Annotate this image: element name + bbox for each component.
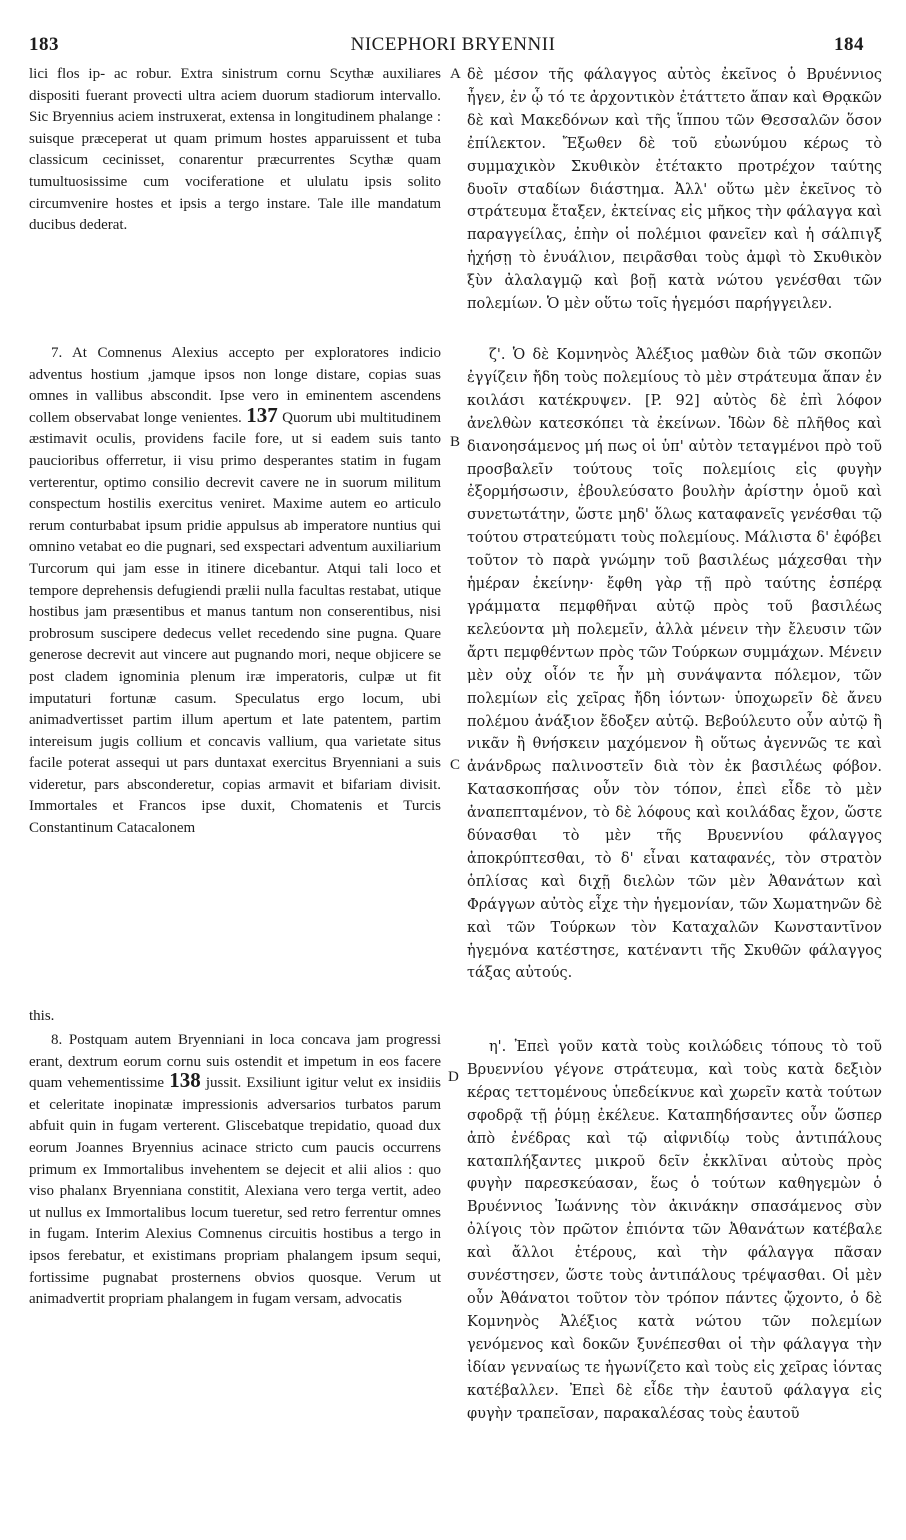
running-title: NICEPHORI BRYENNII — [350, 34, 556, 55]
latin-bridge-tail: this. — [29, 1008, 55, 1024]
column-marker-b: B — [450, 434, 461, 450]
greek-paragraph-7 — [467, 344, 882, 984]
greek-paragraph-8: η'. Ἐπεὶ γοῦν κατὰ τοὺς κοιλώδεις τόπους τὸ τοῦ Βρυεννίου γέγονε στράτευμα, καὶ τοὺς κατὰ δεξιὸν κέρας τεττομένους ὑπεδείκνυε καὶ χωρεῖν κατὰ τούτων σφοδρᾷ τῇ ῥύμῃ ἐκέλευε. Καταπηδήσαντες οὖν ὥσπερ ἀπὸ ἐνέδρας καὶ τῷ αἰφνιδίῳ τοὺς ἀντιπάλους καταπλήξαντες μικροῦ δεῖν ἐκκλῖναι αὐτοὺς πρὸς φυγὴν παρεσκεύασαν, ἕως ὁ τούτων καθηγεμὼν ὁ Βρυέννιος Ἰωάννης τὸν ἀκινάκην σπασάμενος σὺν ὀλίγοις τὸν πρῶτον ἐπιόντα τῶν Ἀθανάτων κατέβαλε καὶ ἄλλοι ἑτέρους, καὶ τὴν φάλαγγα πᾶσαν συνέστησεν, ὥστε τοὺς ἀντιπάλους τρέψασθαι. Οἱ μὲν οὖν Ἀθάνατοι τοῦτον τὸν τρόπον πάντες ᾤχοντο, ὁ δὲ Κομνηνὸς Ἀλέξιος κατὰ νώτου τῶν πολεμίων γενόμενος καὶ δοκῶν ξυνέπεσθαι οἱ τὴν φάλαγγα τὴν ἰδίαν γενναίως τε ἠγωνίζετο καὶ τοὺς εἰς χεῖρας ἰόντας κατέβαλλεν. Ἐπεὶ δὲ εἶδε τὴν ἑαυτοῦ φάλαγγα εἰς φυγὴν τραπεῖσαν, παρακαλέσας τοὺς ἑαυτοῦ — [467, 1039, 882, 1422]
latin-bridge-tail-block — [29, 1006, 441, 1030]
latin-paragraph-6-end: lici flos ip- ac robur. Extra sinistrum cornu Scythæ auxiliares dispositi fuerant provecti ultra aciem duorum stadiorum intervallo. Sic Bryennius aciem instruxerat, extensa in longitudinem phalange : suisque præceperat ut quam primum hostes apparuissent et tuba classicum cecinisset, conarentur præcurrentes Scythæ quam tumultuosissime cum vociferatione et ululatu ipsis solito circumvenire hostes et ipsis a tergo instare. Tale ille mandatum ducibus dederat. — [29, 66, 441, 234]
greek-column-block-2 — [467, 344, 882, 984]
running-header — [0, 34, 906, 56]
latin-paragraph-8-start: 8. Postquam autem Bryenniani in loca concava jam progressi erant, dextrum eorum cornu suis ostendit et impetum in eos facere quam vehementissime — [29, 1032, 441, 1092]
right-page-number: 184 — [834, 34, 864, 55]
latin-paragraph-8 — [29, 1030, 441, 1311]
latin-column-block-1 — [29, 64, 441, 290]
column-marker-c: C — [450, 757, 461, 773]
latin-paragraph-7 — [29, 343, 441, 840]
edition-reference-p92: [P. 92] — [645, 392, 700, 409]
column-marker-a: A — [450, 66, 461, 82]
latin-paragraph-8-rest: jussit. Exsiliunt igitur velut ex insidiis et celeritate inopinatæ impressionis adversarios turbatos parum abfuit quin in fugam verterent. Gliscebatque trepidatio, quoad dux eorum Joannes Bryennius acinace stricto cum paucis occurrens primum ex Immortalibus invehentem se dejecit et alii alios : quo viso phalanx Bryenniana constitit, Alexiana vero terga vertit, adeo ut nullus ex Immortalibus locum tueretur, sed retro ferrentur omnes in fugam. Interim Alexius Comnenus circuitis hostibus a tergo in ipsos ferebatur, et existimans propriam phalangem ipsum sequi, fortissime pugnabat prosternens obvios quosque. Verum ut animadvertit propriam phalangem in fugam versam, advocatis — [29, 1075, 441, 1308]
greek-column-block-1 — [467, 64, 882, 340]
greek-paragraph-7-start: ζ'. Ὁ δὲ Κομνηνὸς Ἀλέξιος μαθὼν διὰ τῶν σκοπῶν ἐγγίζειν ἤδη τοὺς πολεμίους τὸ μὲν στράτευμα ἅπαν ἐν κοιλάσι κατέκρυψεν. — [467, 347, 882, 409]
latin-column-block-2 — [29, 343, 441, 988]
edition-page-number-138: 138 — [169, 1068, 201, 1093]
edition-page-number-137: 137 — [246, 402, 278, 427]
greek-paragraph-7-rest: αὐτὸς δὲ ἐπὶ λόφον ἀνελθὼν κατεσκόπει τὰ ἐκείνων. Ἰδὼν δὲ πλῆθος καὶ διανοησάμενος μή πως οἱ ὑπ' αὐτὸν τεταγμένοι πρὸ τοῦ προσβαλεῖν τούτους τοῖς πολεμίοις εἰς φυγὴν ἐξορμήσωσιν, ἐβουλεύσατο βουλὴν ἀρίστην ὁμοῦ καὶ συνετωτάτην, ὥστε μηδ' ὅλως καταφανεῖς γενέσθαι τῷ τούτου στρατεύματι τοὺς πολεμίους. Μάλιστα δ' ἐφόβει τοῦτον τὸ παρὰ γνώμην τοῦ βασιλέως μάχεσθαι τὴν ἡμέραν ἐκείνην· ἔφθη γὰρ τῇ πρὸ ταύτης ἑσπέρᾳ γράμματα πεμφθῆναι αὐτῷ πρὸς τοῦ βασιλέως κελεύοντα μὴ πολεμεῖν, ἀλλὰ μένειν τὴν ἔλευσιν τῶν ἄρτι πεμφθέντων πρὸς τῶν Τούρκων συμμάχων. Μένειν μὲν οὐχ οἷόν τε ἦν μὴ συνάψαντα πόλεμον, τῶν πολεμίων εἰς χεῖρας ἤδη ἰόντων· ὑποχωρεῖν δὲ ἄνευ πολέμου ἀνάξιον ἔδοξεν αὐτῷ. Βεβούλευτο οὖν αὐτῷ ἢ νικᾶν ἢ θνήσκειν μαχόμενον ἢ οὕτως ἀγεννῶς τε καὶ ἀνάνδρως παλινοστεῖν διὰ τὸν ἐκ βασιλέως φόβον. Κατασκοπήσας οὖν τὸν τόπον, ἐπεὶ εἶδε τὸ μὲν ἀναπεπταμένον, τὸ δὲ λόφους καὶ κοιλάδας ἔχον, ὥστε δύνασθαι τὸ μὲν τῆς Βρυεννίου φάλαγγος ἀποκρύπτεσθαι, τὸ δ' εἶναι καταφανές, τὸν στρατὸν ὁπλίσας καὶ διχῇ διελὼν τῶν μὲν Ἀθανάτων καὶ Φράγγων αὐτὸς εἶχε τὴν ἡγεμονίαν, τῶν Χωματηνῶν δὲ καὶ τῶν Τούρκων τὸν Καταχαλῶν Κωνσταντῖνον ἡγεμόνα κατέστησε, κατέναντι τῆς Σκυθῶν φάλαγγος τάξας αὐτούς. — [467, 392, 882, 982]
latin-paragraph-7-rest: Quorum ubi multitudinem æstimavit oculis, providens facile fore, ut si eadem suis tanto paucioribus offerretur, ii visu primo desperantes statim in fugam verterentur, optimo consilio decrevit cavere ne in suorum militum conspectum hostilis exercitus veniret. Maxime autem eo articulo rerum conturbabat ipsum pridie appulsus ab imperatore nuntius qui omnino vetabat eo die pugnari, sed exspectari adventum auxiliarium Turcorum qui jam esse in itinere dicebantur. Atqui tali loco et tempore deprehensis defugiendi prælii nulla facultas restabat, utique hostibus jam præsentibus et manus tantum non conserentibus, nisi probrosum suscipere dedecus vellet recedendo sine pugna. Quare generose decrevit aut vincere aut pugnando mori, neque objicere se post cladem ignominia plenum iræ imperatoris, culpæ ut fit imputaturi fortunæ casum. Speculatus ergo locum, ubi animadvertisset partim illum apertum et late patentem, partim intereisum jugis collium et concavis vallium, qua varietate situs facile poterat assequi ut pars duntaxat exercitus Bryenniani a suis videretur, pars absconderetur, copias armavit et bifariam divisit. Immortales et Francos ipse duxit, Chomatenis et Turcis Constantinum Catacalonem — [29, 409, 441, 837]
greek-column-block-3 — [467, 1036, 882, 1428]
column-marker-d: D — [448, 1069, 459, 1085]
left-page-number: 183 — [29, 34, 59, 55]
latin-paragraph-7-start: 7. At Comnenus Alexius accepto per exploratores indicio adventus hostium ,jamque ipsos non longe distare, copias suas omnes in vallibus abscondit. Ipse vero in eminentem ascendens collem observabat longe venientes. — [29, 345, 441, 426]
latin-column-block-3 — [29, 1030, 441, 1420]
greek-paragraph-6-end: δὲ μέσον τῆς φάλαγγος αὐτὸς ἐκεῖνος ὁ Βρυέννιος ἦγεν, ἐν ᾧ τό τε ἀρχοντικὸν ἐτάττετο ἅπαν καὶ Θρᾳκῶν δὲ καὶ Μακεδόνων καὶ τῆς ἵππου τῶν Θεσσαλῶν ὅσον ἐπίλεκτον. Ἔξωθεν δὲ τοῦ εὐωνύμου κέρως τὸ συμμαχικὸν Σκυθικὸν ἐτέτακτο προτρέχον ταύτης δυοῖν σταδίων διάστημα. Ἀλλ' οὕτω μὲν ἐκεῖνος τὸ στράτευμα ἔταξεν, ἐκτείνας εἰς μῆκος τὴν φάλαγγα καὶ παραγγείλας, ἐπὴν οἱ πολέμιοι φανεῖεν καὶ ἡ σάλπιγξ ἠχήσῃ τὸ ἐνυάλιον, πειρᾶσθαι τοὺς ἀμφὶ τὸ Σκυθικὸν ξὺν ἀλαλαγμῷ καὶ βοῇ κατὰ νώτου γενέσθαι τῶν πολεμίων. Ὁ μὲν οὕτω τοῖς ἡγεμόσι παρήγγειλεν. — [467, 67, 882, 313]
